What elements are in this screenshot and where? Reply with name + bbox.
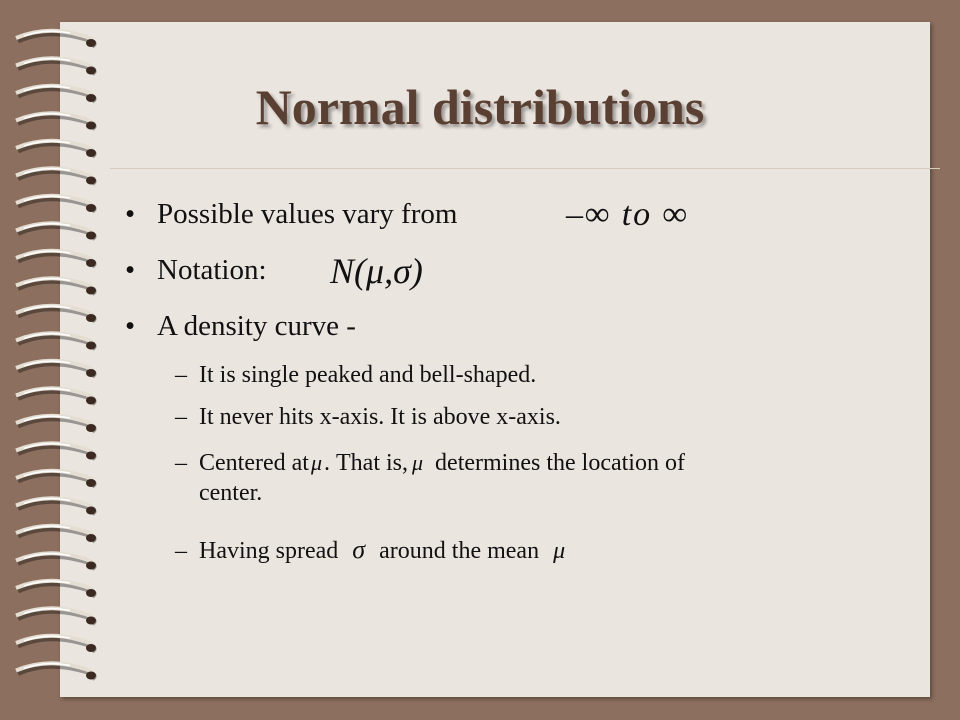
title-divider: [110, 168, 940, 169]
bullet-text: Possible values vary from: [157, 198, 458, 230]
sub-bullet-centered: [175, 448, 895, 508]
dash-glyph: –: [175, 404, 187, 430]
bullet-glyph: •: [125, 310, 136, 342]
sub-bullet-text: It is single peaked and bell-shaped.: [199, 362, 537, 388]
mu-symbol: μ: [310, 450, 322, 475]
bullet-glyph: •: [125, 254, 136, 286]
sub-bullet-text-d: center.: [199, 480, 263, 506]
sub-bullet-spread: [175, 535, 895, 566]
sub-bullet-text: It never hits x-axis. It is above x-axis.: [199, 404, 561, 430]
range-formula: –∞ to ∞: [566, 196, 689, 233]
dash-glyph: –: [175, 538, 187, 564]
sub-bullet-text-b: around the mean: [379, 538, 540, 564]
dash-glyph: –: [175, 362, 187, 388]
sub-bullet-text-b: . That is,: [324, 450, 408, 476]
bullet-text: Notation:: [157, 254, 267, 286]
sub-bullet-text-a: Having spread: [199, 538, 339, 564]
sub-bullet-text-c: determines the location of: [435, 450, 685, 476]
page-title: Normal distributions: [255, 79, 705, 135]
sub-bullet-text-a: Centered at: [199, 450, 309, 476]
mu-symbol: μ: [553, 538, 566, 564]
bullet-density-curve: [125, 310, 356, 343]
bullet-possible-values: [125, 198, 457, 231]
bullet-glyph: •: [125, 198, 136, 230]
notation-formula: N(μ,σ): [330, 251, 423, 291]
sigma-symbol: σ: [352, 535, 366, 564]
sub-bullet-single-peaked: [175, 360, 895, 390]
bullet-text: A density curve -: [157, 310, 356, 342]
mu-symbol: μ: [412, 450, 424, 475]
dash-glyph: –: [175, 450, 187, 476]
bullet-notation: [125, 254, 267, 287]
sub-bullet-x-axis: [175, 402, 895, 432]
